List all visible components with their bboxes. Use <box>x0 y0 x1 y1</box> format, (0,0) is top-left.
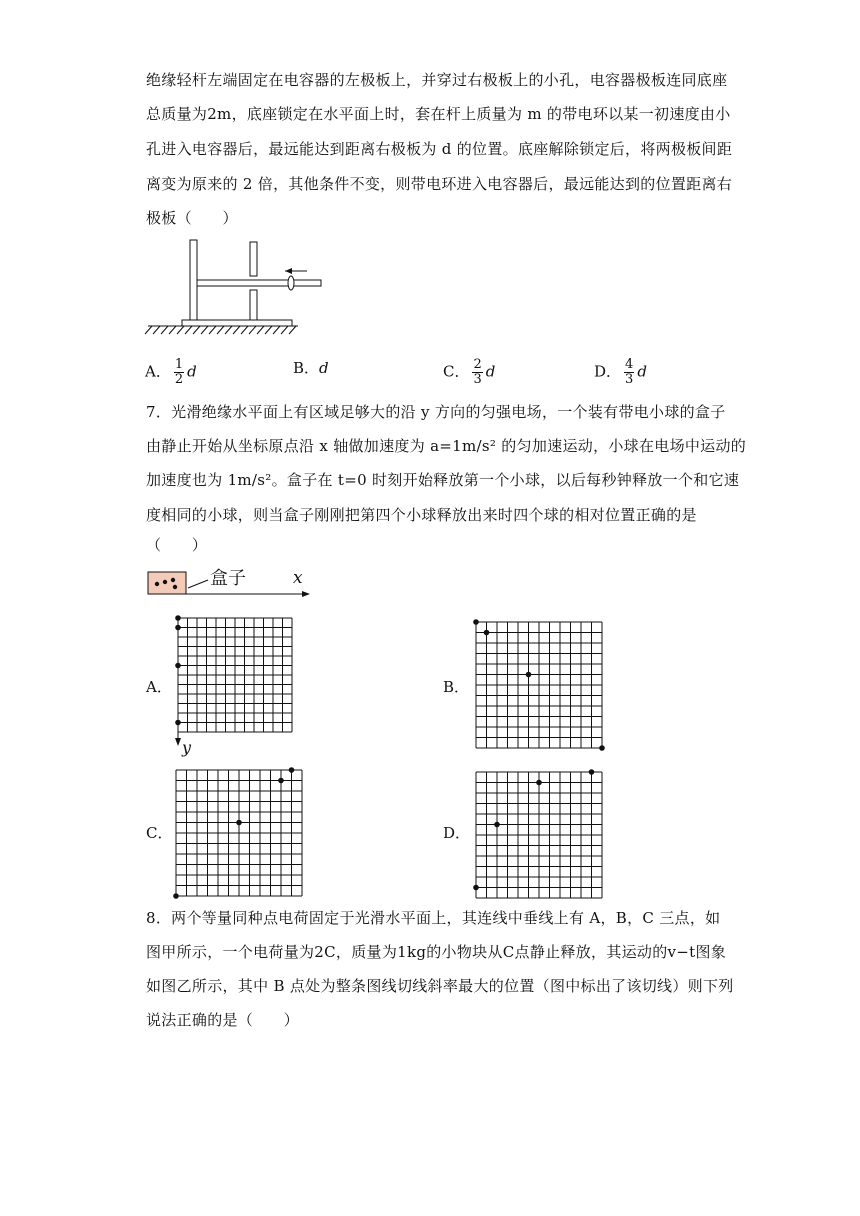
ball-dot <box>175 615 181 621</box>
capacitor-figure <box>140 238 340 338</box>
q7-option-d-label[interactable]: D． <box>443 824 471 842</box>
ball-dot <box>536 780 542 786</box>
q6-line-1: 绝缘轻杆左端固定在电容器的左极板上，并穿过右极板上的小孔，电容器极板连同底座 <box>146 71 728 89</box>
q7-line-5: （ ） <box>146 536 208 554</box>
q7-option-d-grid[interactable] <box>470 766 610 896</box>
ground-hatch <box>145 326 296 334</box>
q7-option-c-label[interactable]: C． <box>146 824 173 842</box>
y-axis-label: y <box>182 738 192 757</box>
q7-line-3: 加速度也为 1m/s²。盒子在 t=0 时刻开始释放第一个小球，以后每秒钟释放一个和它速 <box>146 471 740 489</box>
right-plate-upper <box>250 242 257 276</box>
insulating-rod <box>197 280 321 286</box>
left-plate <box>190 240 197 320</box>
ball-dot <box>484 630 490 636</box>
ball-dot <box>175 720 181 726</box>
ball-dot <box>599 745 605 751</box>
box <box>148 572 186 594</box>
q7-line-4: 度相同的小球，则当盒子刚刚把第四个小球释放出来时四个球的相对位置正确的是 <box>146 506 697 524</box>
ball-dot <box>175 625 181 631</box>
q8-line-3: 如图乙所示，其中 B 点处为整条图线切线斜率最大的位置（图中标出了该切线）则下列 <box>146 977 734 995</box>
ball-dot <box>494 822 500 828</box>
q7-option-a-label[interactable]: A． <box>146 678 172 696</box>
q7-line-1: 7．光滑绝缘水平面上有区域足够大的沿 y 方向的匀强电场，一个装有带电小球的盒子 <box>146 403 726 421</box>
q6-line-4: 离变为原来的 2 倍，其他条件不变，则带电环进入电容器后，最远能达到的位置距离右 <box>146 175 733 193</box>
q8-line-2: 图甲所示，一个电荷量为2C，质量为1kg的小物块从C点静止释放，其运动的v−t图象 <box>146 943 727 961</box>
base-plate <box>182 320 292 326</box>
q8-line-1: 8．两个等量同种点电荷固定于光滑水平面上，其连线中垂线上有 A，B，C 三点，如 <box>146 909 721 927</box>
q6-line-2: 总质量为2m，底座锁定在水平面上时，套在杆上质量为 m 的带电环以某一初速度由小 <box>146 105 731 123</box>
q6-option-d[interactable]: D． $\frac{4}{3}$ d <box>594 357 647 387</box>
q6-option-a[interactable]: A． $\frac{1}{2}$ d <box>145 357 197 387</box>
ball-dot <box>278 778 284 784</box>
q6-line-3: 孔进入电容器后，最远能达到距离右极板为 d 的位置。底座解除锁定后，将两极板间距 <box>146 140 733 158</box>
q6-option-c[interactable]: C． $\frac{2}{3}$ d <box>443 357 496 387</box>
ball-dot <box>589 769 595 775</box>
ball-dot <box>175 663 181 669</box>
q6-option-b[interactable]: B．d <box>293 359 329 377</box>
charged-ring <box>288 276 294 290</box>
box-label: 盒子 <box>210 568 246 589</box>
ball-dot <box>289 767 295 773</box>
q8-line-4: 说法正确的是（ ） <box>146 1011 300 1029</box>
ball-dot <box>473 619 479 625</box>
ball-dot <box>473 885 479 891</box>
q7-option-c-grid[interactable] <box>170 764 310 894</box>
ball-dot <box>173 893 179 899</box>
q6-line-5: 极板（ ） <box>146 209 238 227</box>
x-axis-label: x <box>293 568 303 588</box>
right-plate-lower <box>250 290 257 320</box>
ball-dot <box>526 672 532 678</box>
q7-option-b-grid[interactable] <box>470 616 610 750</box>
q7-option-a-grid[interactable] <box>170 612 300 752</box>
q7-option-b-label[interactable]: B． <box>443 678 470 696</box>
ball-dot <box>236 820 242 826</box>
q7-line-2: 由静止开始从坐标原点沿 x 轴做加速度为 a=1m/s² 的匀加速运动，小球在电场中运动的 <box>146 437 747 455</box>
